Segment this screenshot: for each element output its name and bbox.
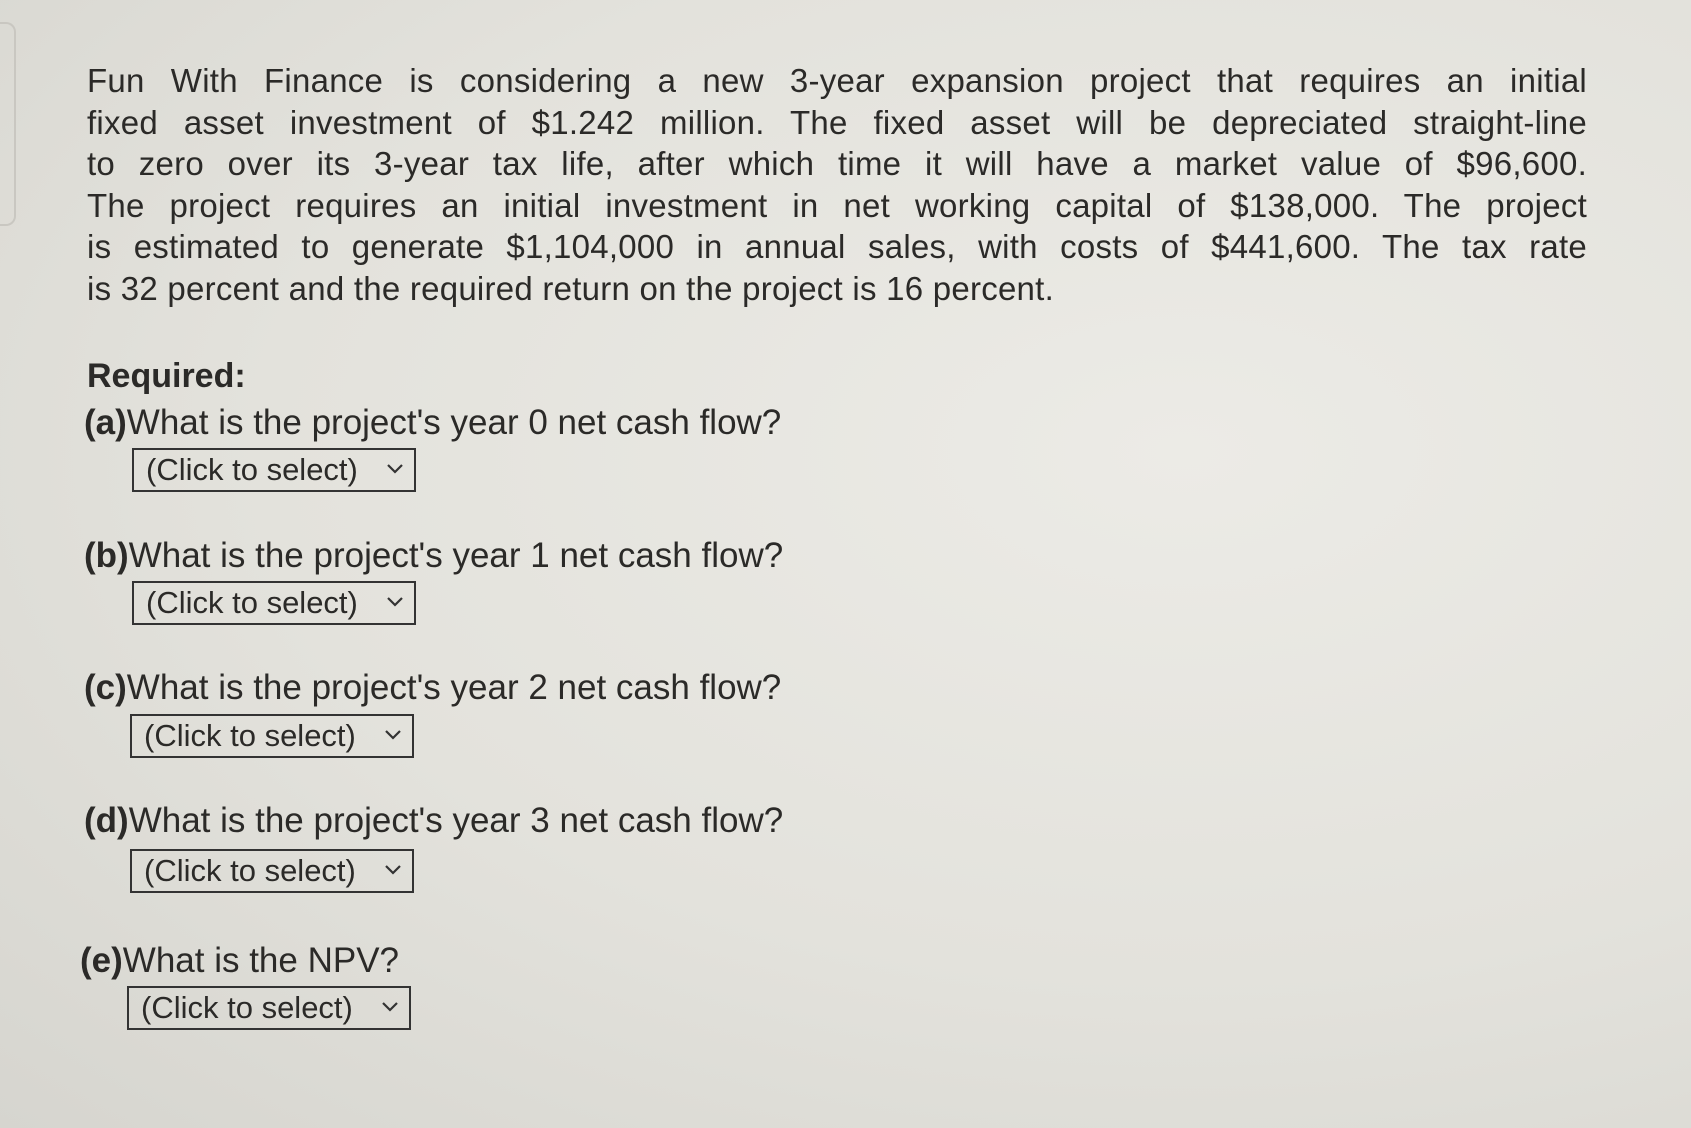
problem-line: The project requires an initial investment in net working capital of $138,000. The project xyxy=(87,186,1587,224)
answer-select-a[interactable] xyxy=(132,448,416,492)
select-value: (Click to select) xyxy=(146,452,358,487)
problem-line: Fun With Finance is considering a new 3-year expansion project that requires an initial xyxy=(87,62,1587,99)
answer-select-c[interactable] xyxy=(130,714,414,758)
question-text: What is the project's year 0 net cash flow? xyxy=(126,403,782,442)
chevron-down-icon xyxy=(386,596,404,608)
answer-select-d[interactable] xyxy=(130,849,414,893)
problem-line: to zero over its 3-year tax life, after which time it will have a market value of $96,600. xyxy=(87,145,1587,182)
question-letter: (c) xyxy=(84,668,127,707)
question-d xyxy=(84,801,783,841)
problem-line: is estimated to generate $1,104,000 in annual sales, with costs of $441,600. The tax rate xyxy=(87,228,1587,265)
question-letter: (b) xyxy=(84,536,129,575)
problem-line: is 32 percent and the required return on the project is 16 percent. xyxy=(87,269,1054,307)
chevron-down-icon xyxy=(384,864,402,876)
question-letter: (a) xyxy=(84,403,127,442)
question-b xyxy=(84,536,783,576)
question-text: What is the project's year 3 net cash flow? xyxy=(128,801,784,840)
question-text: What is the project's year 2 net cash flow? xyxy=(126,668,782,707)
select-value: (Click to select) xyxy=(141,990,353,1025)
question-a xyxy=(84,403,781,443)
problem-line: fixed asset investment of $1.242 million. The fixed asset will be depreciated straight-line xyxy=(87,103,1587,141)
select-value: (Click to select) xyxy=(146,585,358,620)
required-heading: Required: xyxy=(87,357,246,395)
select-value: (Click to select) xyxy=(144,718,356,753)
question-letter: (e) xyxy=(80,941,123,980)
chevron-down-icon xyxy=(384,729,402,741)
question-letter: (d) xyxy=(84,801,129,840)
chevron-down-icon xyxy=(381,1001,399,1013)
question-c xyxy=(84,668,781,708)
select-value: (Click to select) xyxy=(144,853,356,888)
problem-statement xyxy=(87,60,1587,309)
question-text: What is the NPV? xyxy=(122,941,400,980)
chevron-down-icon xyxy=(386,463,404,475)
answer-select-e[interactable] xyxy=(127,986,411,1030)
page-edge-decoration xyxy=(0,22,16,226)
question-e xyxy=(80,941,399,981)
question-text: What is the project's year 1 net cash flow? xyxy=(128,536,784,575)
answer-select-b[interactable] xyxy=(132,581,416,625)
